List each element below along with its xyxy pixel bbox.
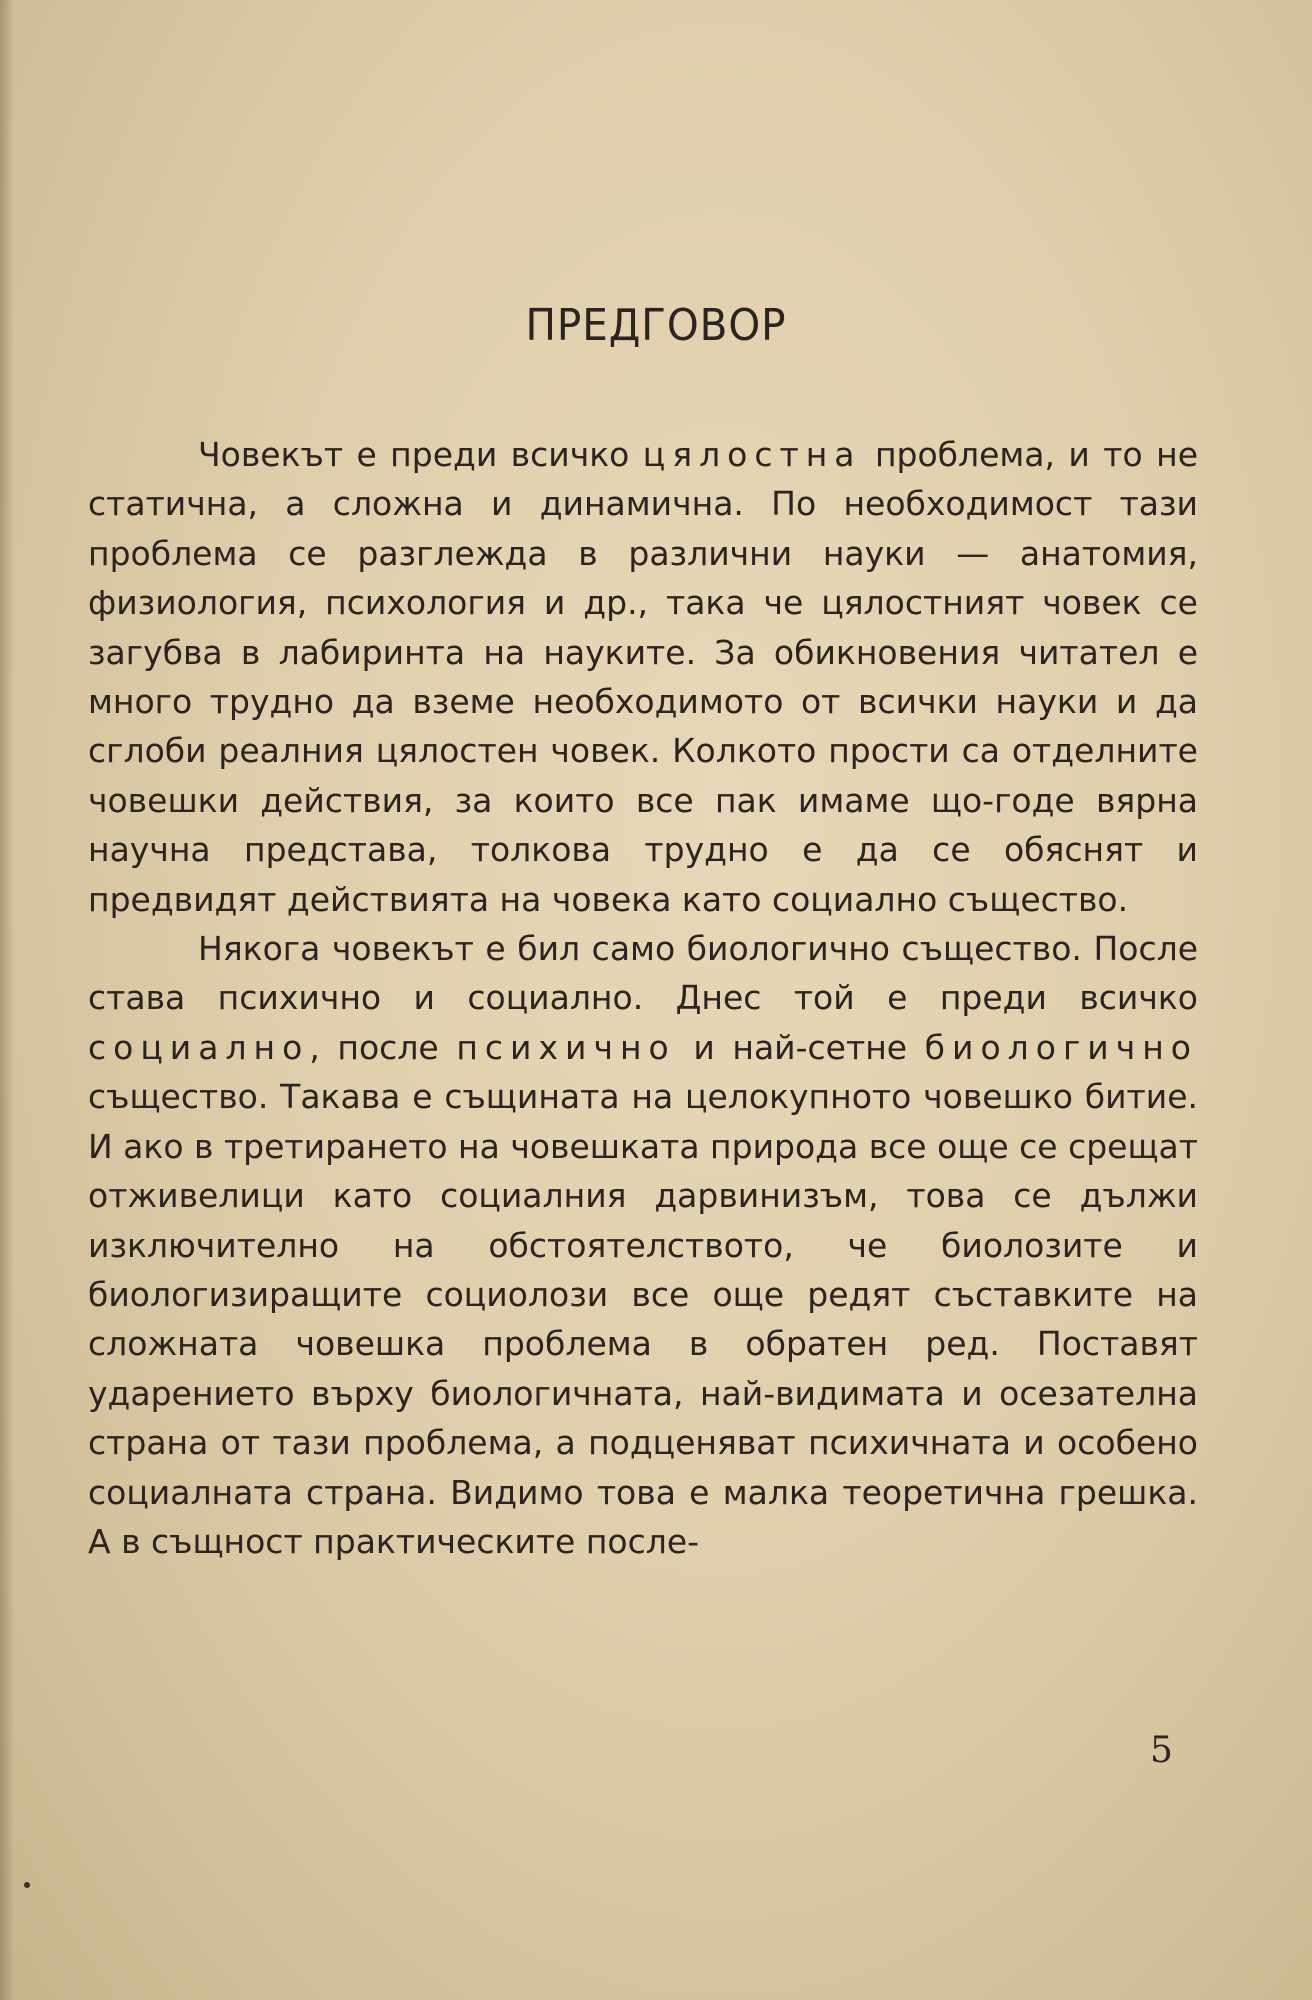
paragraph-2-segment: и най-сетне xyxy=(675,1027,925,1067)
paragraph-2-emphasis: социално xyxy=(88,1027,310,1067)
paragraph-2-segment: същество. Такава е същината на целокупното човешко битие. И ако в третирането на човешката природа все още се срещат отживелици като социалния дарвинизъм, това се дължи изключително на обстоятелството, че биолозите и биологизиращите социолози все още редят съставките на сложната човешка проблема в обратен ред. Поставят ударението върху биологичната, най-видимата и осезателна страна от тази проблема, а подценяват психичната и особено социалната страна. Видимо това е малка теоретична грешка. А в същност практическите после- xyxy=(88,1077,1198,1561)
body-text xyxy=(88,430,1198,1566)
page-number: 5 xyxy=(1150,1730,1173,1771)
paragraph-1-segment: проблема, и то не статична, а сложна и динамична. По необходимост тази проблема се разглежда в различни науки — анатомия, физиология, психология и др., така че цялостният човек се загубва в лабиринта на науките. За обикновения читател е много трудно да вземе необходимото от всички науки и да сглоби реалния цялостен човек. Колкото прости са отделните човешки действия, за които все пак имаме що-годе вярна научна представа, толкова трудно е да се обяснят и предвидят действията на човека като социално същество. xyxy=(88,435,1199,919)
paper-speck xyxy=(24,1882,30,1888)
paragraph-2-emphasis: биологично xyxy=(924,1027,1198,1067)
paragraph-1 xyxy=(88,430,1198,924)
paragraph-1-segment: Човекът е преди всичко xyxy=(198,435,643,474)
paragraph-2-segment: Някога човекът е бил само биологично същество. После става психично и социално. Днес той е преди всичко xyxy=(88,929,1198,1018)
paragraph-1-emphasis: цялостна xyxy=(642,435,862,474)
paragraph-2-segment: , после xyxy=(309,1027,457,1067)
spine-shadow xyxy=(0,0,14,2000)
paragraph-2 xyxy=(88,924,1198,1566)
page-title: ПРЕДГОВОР xyxy=(525,300,787,351)
paragraph-2-emphasis: психично xyxy=(456,1027,676,1067)
